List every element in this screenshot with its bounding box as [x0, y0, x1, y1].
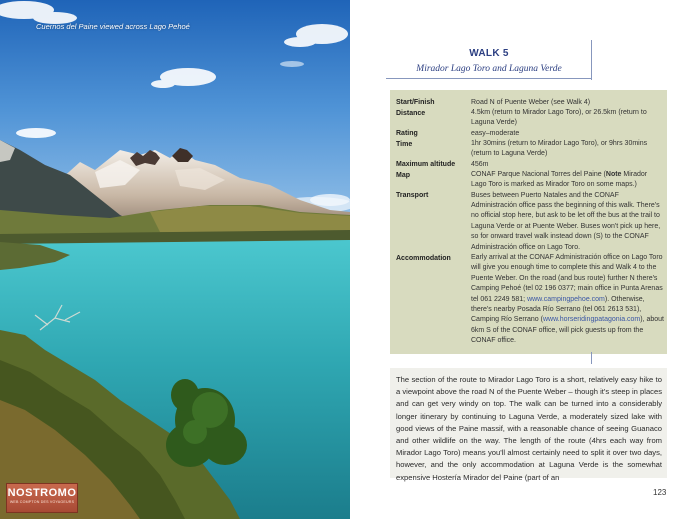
info-label: Rating: [396, 130, 418, 137]
map-text-b: Mirador Lago Toro is marked as Mirador Toro on some maps.): [471, 171, 648, 189]
info-value: easy–moderate: [471, 129, 520, 137]
title-vertical-rule: [591, 40, 592, 80]
info-value: Road N of Puente Weber (see Walk 4): [471, 98, 591, 106]
logo-name: NOSTROMO: [7, 487, 77, 499]
title-horizontal-rule: [386, 78, 592, 79]
info-label: Transport: [396, 192, 429, 199]
page-number: 123: [653, 488, 667, 497]
route-info-box: [390, 90, 667, 354]
map-note: Note: [605, 171, 622, 178]
info-value: 456m: [471, 160, 489, 168]
walk-subtitle: Mirador Lago Toro and Laguna Verde: [416, 64, 562, 74]
walk-title: WALK 5: [469, 48, 509, 59]
photo-caption: Cuernos del Paine viewed across Lago Pehoé: [36, 22, 190, 31]
info-label: Time: [396, 140, 413, 148]
accommodation-text-a: Early arrival at the CONAF Administración office on Lago Toro will give you enough time to complete this and Walk 4 to the Puente Weber. On the road (and bus route) further N there's Camping Pehoé (tel 02 196 0377; main office in Punta Arenas tel 061 2249 581;: [471, 254, 663, 303]
walk-description: The section of the route to Mirador Lago Toro is a short, relatively easy hike to a viewpoint above the road N of the Puente Weber – though it's steep in places and can get very windy on top. The walk can be turned into a considerably longer itinerary by continuing to Laguna Verde, a moderately sized lake with good views of the Paine massif, with a reasonable chance of seeing Guanaco and other wildlife on the way. The length of the route (4hrs each way from Mirador Lago Toro) means you'll almost certainly need to split it over two days, however, and the only accommodation at Laguna Verde is the somewhat expensive Hostería Mirador del Paine (part of an: [396, 375, 662, 482]
info-label: Accommodation: [396, 254, 451, 262]
map-text-a: CONAF Parque Nacional Torres del Paine (: [471, 171, 606, 178]
info-label: Maximum altitude: [396, 161, 456, 168]
info-value-map: [471, 170, 664, 191]
accommodation-text-c: ), about 6km S of the CONAF office, will pick guests up from the CONAF office.: [471, 316, 665, 345]
camping-pehoe-link[interactable]: www.campingpehoe.com: [527, 295, 605, 303]
info-label: Start/Finish: [396, 99, 435, 106]
section-vertical-rule: [591, 352, 592, 364]
info-value-accommodation: [471, 253, 664, 347]
horseriding-patagonia-link[interactable]: www.horseridingpatagonia.com: [542, 316, 641, 324]
info-value: Buses between Puerto Natales and the CONAF Administración office pass the beginning of this walk. There's no official stop here, but ask to be let off the bus at the trail to Laguna Verde or at Puente Weber. Buses won't pick up here, so for onward travel walk instead down (S) to the CONAF Administración office on Lago Toro.: [471, 191, 661, 251]
accommodation-text-b: ). Otherwise, there's nearby Posada Río Serrano (tel 061 2613 531), Camping Río Serrano (: [471, 295, 645, 324]
logo-tagline: WEB COMPTON DES VOYAGEURS: [9, 500, 75, 504]
nostromo-logo: [6, 483, 78, 513]
info-label: Distance: [396, 109, 426, 117]
info-label: Map: [396, 171, 410, 179]
info-value: 4.5km (return to Mirador Lago Toro), or 26.5km (return to Laguna Verde): [471, 109, 647, 127]
walk-description-box: [390, 368, 667, 482]
info-value: 1hr 30mins (return to Mirador Lago Toro), or 9hrs 30mins (return to Laguna Verde): [471, 140, 648, 158]
text-page: [350, 0, 700, 519]
